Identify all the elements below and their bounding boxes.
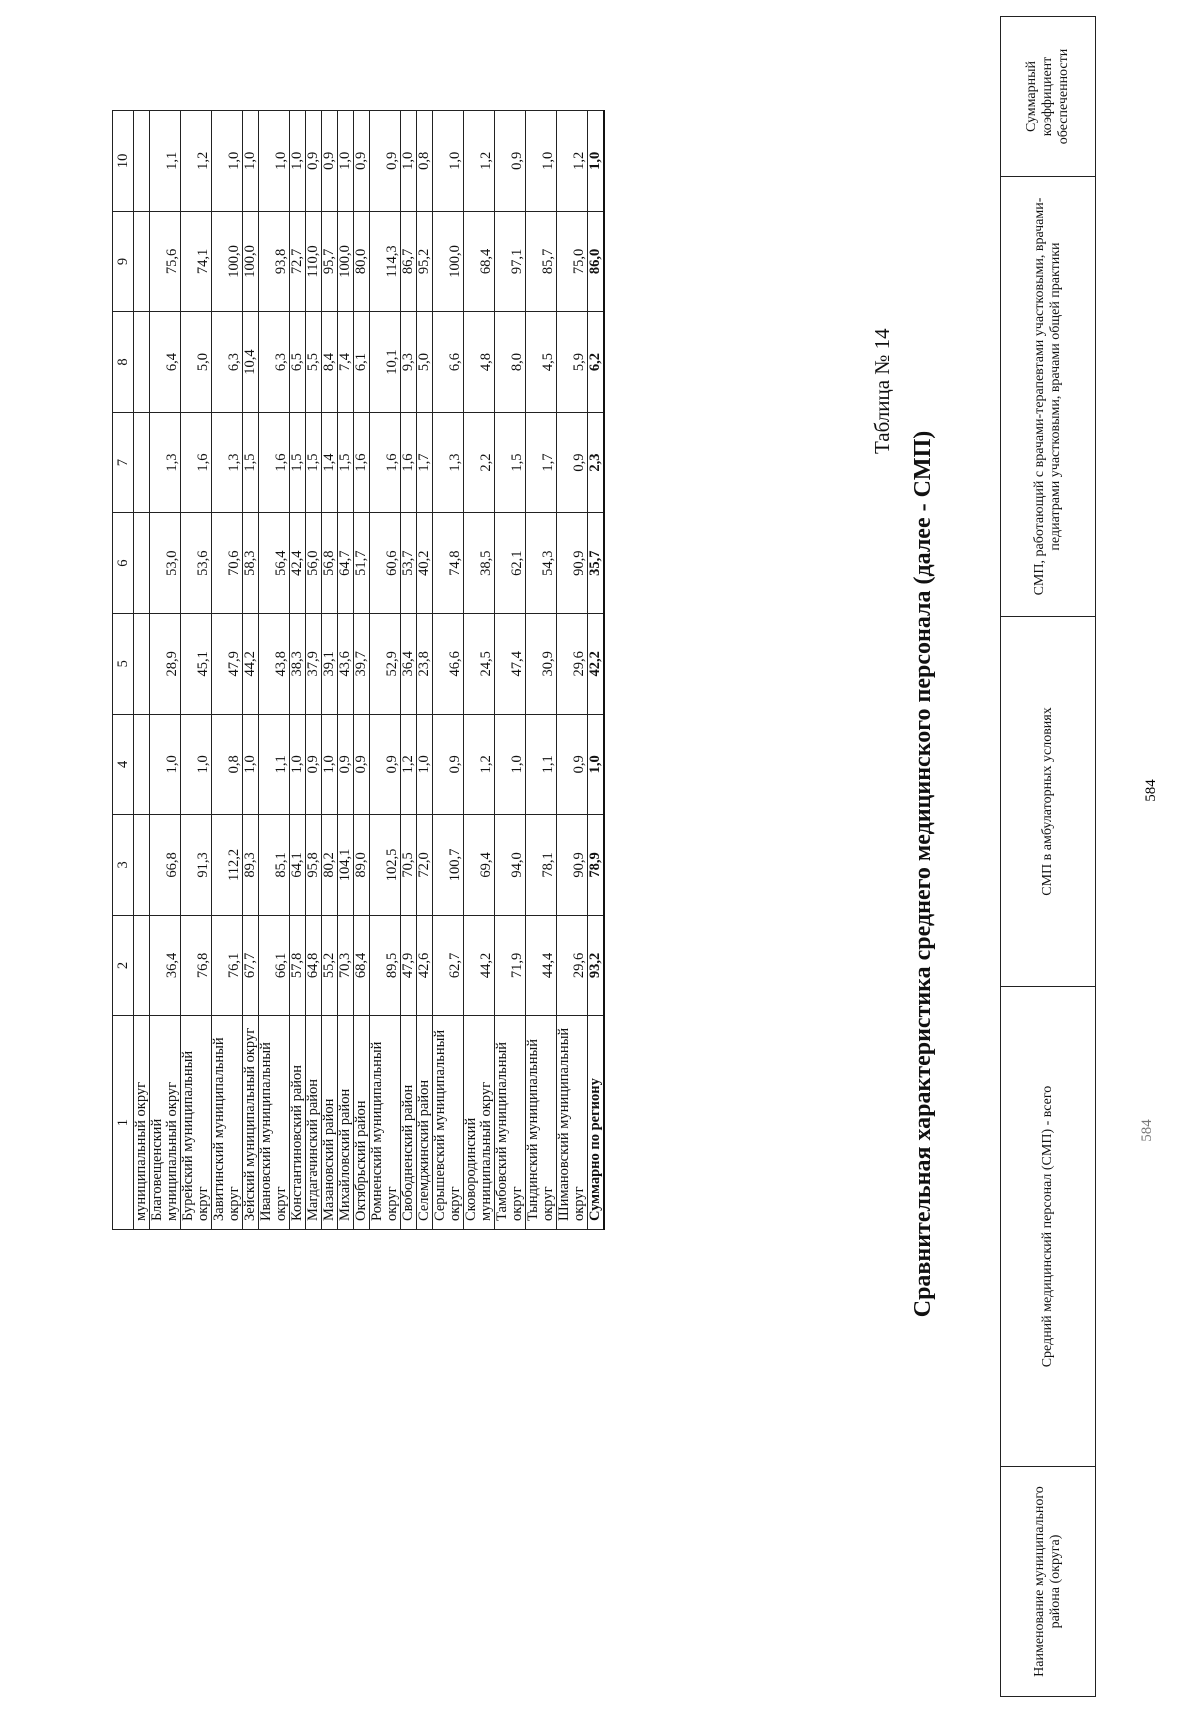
value-cell: 1,0	[212, 111, 243, 212]
value-cell: 9,3	[401, 312, 417, 413]
value-cell: 72,7	[290, 211, 306, 312]
value-cell: 43,6	[338, 613, 354, 714]
value-cell: 35,7	[588, 513, 605, 614]
value-cell: 0,9	[322, 111, 338, 212]
value-cell: 0,9	[433, 714, 464, 815]
value-cell: 0,9	[370, 111, 401, 212]
value-cell: 1,0	[259, 111, 290, 212]
value-cell: 1,2	[401, 714, 417, 815]
value-cell: 1,3	[433, 412, 464, 513]
table-number: Таблица № 14	[870, 328, 894, 454]
table-row	[322, 111, 338, 1230]
value-cell: 47,4	[495, 613, 526, 714]
next-table-column-header: СМП в амбулаторных условиях	[1001, 617, 1096, 987]
value-cell: 1,0	[290, 111, 306, 212]
value-cell: 1,0	[588, 714, 605, 815]
value-cell: 8,4	[322, 312, 338, 413]
page-number: 584	[1142, 779, 1159, 802]
empty-cell	[134, 513, 150, 614]
next-table-column-header: СМП, работающий с врачами-терапевтами участковыми, врачами-педиатрами участковыми, врачами общей практики	[1001, 177, 1096, 617]
value-cell: 1,5	[243, 412, 259, 513]
value-cell: 100,0	[212, 211, 243, 312]
value-cell: 89,5	[370, 915, 401, 1016]
value-cell: 1,6	[181, 412, 212, 513]
value-cell: 93,2	[588, 915, 605, 1016]
value-cell: 90,9	[557, 815, 588, 916]
value-cell: 0,9	[338, 714, 354, 815]
value-cell: 0,9	[495, 111, 526, 212]
value-cell: 0,9	[557, 412, 588, 513]
value-cell: 1,1	[526, 714, 557, 815]
district-name: Серышевский муниципальный округ	[433, 1016, 464, 1230]
column-number-header: 7	[113, 412, 134, 513]
empty-cell	[134, 111, 150, 212]
value-cell: 39,7	[354, 613, 370, 714]
table-title: Сравнительная характеристика среднего медицинского персонала (далее - СМП)	[910, 430, 936, 1318]
value-cell: 100,0	[243, 211, 259, 312]
value-cell: 95,8	[306, 815, 322, 916]
column-number-header: 2	[113, 915, 134, 1016]
column-number-header: 10	[113, 111, 134, 212]
value-cell: 2,2	[464, 412, 495, 513]
value-cell: 78,1	[526, 815, 557, 916]
value-cell: 71,9	[495, 915, 526, 1016]
main-table-body	[134, 111, 605, 1230]
value-cell: 1,0	[243, 111, 259, 212]
value-cell: 42,4	[290, 513, 306, 614]
column-number-header: 4	[113, 714, 134, 815]
value-cell: 53,0	[150, 513, 181, 614]
value-cell: 46,6	[433, 613, 464, 714]
next-table-header	[1000, 16, 1096, 1697]
district-name: Константиновский район	[290, 1016, 306, 1230]
district-name: Ромненский муниципальный округ	[370, 1016, 401, 1230]
value-cell: 110,0	[306, 211, 322, 312]
next-table-header-row	[1001, 17, 1096, 1697]
value-cell: 56,0	[306, 513, 322, 614]
empty-cell	[134, 915, 150, 1016]
value-cell: 5,9	[557, 312, 588, 413]
value-cell: 64,8	[306, 915, 322, 1016]
value-cell: 54,3	[526, 513, 557, 614]
value-cell: 1,7	[526, 412, 557, 513]
table-row	[526, 111, 557, 1230]
value-cell: 86,7	[401, 211, 417, 312]
value-cell: 53,6	[181, 513, 212, 614]
district-name: муниципальный округ	[134, 1016, 150, 1230]
value-cell: 38,5	[464, 513, 495, 614]
value-cell: 70,3	[338, 915, 354, 1016]
district-name: Михайловский район	[338, 1016, 354, 1230]
value-cell: 29,6	[557, 613, 588, 714]
value-cell: 39,1	[322, 613, 338, 714]
value-cell: 95,7	[322, 211, 338, 312]
value-cell: 51,7	[354, 513, 370, 614]
table-row	[354, 111, 370, 1230]
table-row	[338, 111, 354, 1230]
value-cell: 1,5	[290, 412, 306, 513]
table-row	[433, 111, 464, 1230]
value-cell: 1,2	[464, 111, 495, 212]
value-cell: 85,1	[259, 815, 290, 916]
value-cell: 1,0	[243, 714, 259, 815]
value-cell: 68,4	[464, 211, 495, 312]
column-number-header: 1	[113, 1016, 134, 1230]
value-cell: 75,6	[150, 211, 181, 312]
value-cell: 93,8	[259, 211, 290, 312]
value-cell: 6,2	[588, 312, 605, 413]
value-cell: 1,6	[401, 412, 417, 513]
empty-cell	[134, 613, 150, 714]
value-cell: 1,0	[526, 111, 557, 212]
value-cell: 100,0	[433, 211, 464, 312]
value-cell: 5,5	[306, 312, 322, 413]
district-name: Свободненский район	[401, 1016, 417, 1230]
empty-cell	[134, 815, 150, 916]
value-cell: 1,3	[150, 412, 181, 513]
district-name: Селемджинский район	[417, 1016, 433, 1230]
value-cell: 6,5	[290, 312, 306, 413]
value-cell: 44,2	[464, 915, 495, 1016]
table-row	[557, 111, 588, 1230]
value-cell: 85,7	[526, 211, 557, 312]
value-cell: 6,1	[354, 312, 370, 413]
value-cell: 89,0	[354, 815, 370, 916]
empty-cell	[134, 312, 150, 413]
value-cell: 69,4	[464, 815, 495, 916]
value-cell: 62,7	[433, 915, 464, 1016]
value-cell: 56,8	[322, 513, 338, 614]
value-cell: 1,0	[588, 111, 605, 212]
column-number-header: 9	[113, 211, 134, 312]
value-cell: 1,0	[433, 111, 464, 212]
next-table-column-header: Наименование муниципального района (округа)	[1001, 1467, 1096, 1697]
district-name: Завитинский муниципальный округ	[212, 1016, 243, 1230]
value-cell: 62,1	[495, 513, 526, 614]
value-cell: 89,3	[243, 815, 259, 916]
value-cell: 10,4	[243, 312, 259, 413]
value-cell: 80,0	[354, 211, 370, 312]
value-cell: 30,9	[526, 613, 557, 714]
district-name: Благовещенский муниципальный округ	[150, 1016, 181, 1230]
value-cell: 91,3	[181, 815, 212, 916]
value-cell: 38,3	[290, 613, 306, 714]
table-row	[243, 111, 259, 1230]
value-cell: 112,2	[212, 815, 243, 916]
district-name: Шимановский муниципальный округ	[557, 1016, 588, 1230]
value-cell: 1,0	[290, 714, 306, 815]
value-cell: 1,6	[259, 412, 290, 513]
value-cell: 55,2	[322, 915, 338, 1016]
column-number-header: 5	[113, 613, 134, 714]
value-cell: 0,9	[370, 714, 401, 815]
value-cell: 1,0	[322, 714, 338, 815]
value-cell: 1,5	[495, 412, 526, 513]
table-row	[495, 111, 526, 1230]
value-cell: 47,9	[212, 613, 243, 714]
value-cell: 0,8	[212, 714, 243, 815]
value-cell: 94,0	[495, 815, 526, 916]
value-cell: 44,4	[526, 915, 557, 1016]
table-row	[417, 111, 433, 1230]
value-cell: 1,0	[150, 714, 181, 815]
value-cell: 4,8	[464, 312, 495, 413]
value-cell: 56,4	[259, 513, 290, 614]
value-cell: 64,1	[290, 815, 306, 916]
district-name: Тындинский муниципальный округ	[526, 1016, 557, 1230]
value-cell: 104,1	[338, 815, 354, 916]
value-cell: 1,4	[322, 412, 338, 513]
total-label: Суммарно по региону	[588, 1016, 605, 1230]
table-row	[150, 111, 181, 1230]
value-cell: 76,8	[181, 915, 212, 1016]
value-cell: 97,1	[495, 211, 526, 312]
value-cell: 1,0	[417, 714, 433, 815]
value-cell: 8,0	[495, 312, 526, 413]
value-cell: 43,8	[259, 613, 290, 714]
value-cell: 60,6	[370, 513, 401, 614]
value-cell: 0,9	[557, 714, 588, 815]
value-cell: 6,4	[150, 312, 181, 413]
table-row	[259, 111, 290, 1230]
value-cell: 0,9	[354, 111, 370, 212]
value-cell: 86,0	[588, 211, 605, 312]
value-cell: 6,3	[212, 312, 243, 413]
value-cell: 58,3	[243, 513, 259, 614]
value-cell: 72,0	[417, 815, 433, 916]
value-cell: 100,0	[338, 211, 354, 312]
value-cell: 67,7	[243, 915, 259, 1016]
value-cell: 28,9	[150, 613, 181, 714]
value-cell: 1,6	[370, 412, 401, 513]
district-name: Магдагачинский район	[306, 1016, 322, 1230]
value-cell: 42,6	[417, 915, 433, 1016]
value-cell: 23,8	[417, 613, 433, 714]
table-row	[401, 111, 417, 1230]
value-cell: 0,8	[417, 111, 433, 212]
table-row	[290, 111, 306, 1230]
value-cell: 7,4	[338, 312, 354, 413]
column-number-header: 3	[113, 815, 134, 916]
value-cell: 64,7	[338, 513, 354, 614]
table-row-total	[588, 111, 605, 1230]
table-row-continued	[134, 111, 150, 1230]
value-cell: 0,9	[306, 714, 322, 815]
value-cell: 6,3	[259, 312, 290, 413]
value-cell: 75,0	[557, 211, 588, 312]
value-cell: 36,4	[401, 613, 417, 714]
value-cell: 40,2	[417, 513, 433, 614]
value-cell: 1,0	[181, 714, 212, 815]
value-cell: 1,0	[495, 714, 526, 815]
value-cell: 66,8	[150, 815, 181, 916]
column-number-header: 6	[113, 513, 134, 614]
value-cell: 5,0	[181, 312, 212, 413]
table-row	[306, 111, 322, 1230]
value-cell: 78,9	[588, 815, 605, 916]
value-cell: 95,2	[417, 211, 433, 312]
value-cell: 4,5	[526, 312, 557, 413]
value-cell: 114,3	[370, 211, 401, 312]
district-name: Бурейский муниципальный округ	[181, 1016, 212, 1230]
value-cell: 68,4	[354, 915, 370, 1016]
district-name: Сковородинский муниципальный округ	[464, 1016, 495, 1230]
value-cell: 74,1	[181, 211, 212, 312]
value-cell: 1,6	[354, 412, 370, 513]
value-cell: 80,2	[322, 815, 338, 916]
value-cell: 1,7	[417, 412, 433, 513]
value-cell: 1,0	[338, 111, 354, 212]
page-number-stamp: 584	[1138, 1119, 1155, 1142]
value-cell: 52,9	[370, 613, 401, 714]
value-cell: 44,2	[243, 613, 259, 714]
value-cell: 5,0	[417, 312, 433, 413]
table-row	[464, 111, 495, 1230]
table-row	[181, 111, 212, 1230]
value-cell: 102,5	[370, 815, 401, 916]
value-cell: 42,2	[588, 613, 605, 714]
value-cell: 0,9	[354, 714, 370, 815]
next-table-column-header: Суммарный коэффициент обеспеченности	[1001, 17, 1096, 177]
value-cell: 90,9	[557, 513, 588, 614]
empty-cell	[134, 412, 150, 513]
value-cell: 1,2	[181, 111, 212, 212]
value-cell: 1,0	[401, 111, 417, 212]
district-name: Тамбовский муниципальный округ	[495, 1016, 526, 1230]
district-name: Ивановский муниципальный округ	[259, 1016, 290, 1230]
value-cell: 45,1	[181, 613, 212, 714]
value-cell: 74,8	[433, 513, 464, 614]
column-number-row	[113, 111, 134, 1230]
value-cell: 1,2	[464, 714, 495, 815]
district-name: Октябрьский район	[354, 1016, 370, 1230]
next-table-column-header: Средний медицинский персонал (СМП) - всего	[1001, 987, 1096, 1467]
value-cell: 70,6	[212, 513, 243, 614]
value-cell: 57,8	[290, 915, 306, 1016]
value-cell: 1,3	[212, 412, 243, 513]
value-cell: 100,7	[433, 815, 464, 916]
empty-cell	[134, 211, 150, 312]
value-cell: 10,1	[370, 312, 401, 413]
value-cell: 47,9	[401, 915, 417, 1016]
value-cell: 70,5	[401, 815, 417, 916]
value-cell: 37,9	[306, 613, 322, 714]
value-cell: 24,5	[464, 613, 495, 714]
value-cell: 1,1	[150, 111, 181, 212]
empty-cell	[134, 714, 150, 815]
column-number-header: 8	[113, 312, 134, 413]
value-cell: 53,7	[401, 513, 417, 614]
value-cell: 29,6	[557, 915, 588, 1016]
value-cell: 1,5	[338, 412, 354, 513]
district-name: Зейский муниципальный округ	[243, 1016, 259, 1230]
value-cell: 0,9	[306, 111, 322, 212]
district-name: Мазановский район	[322, 1016, 338, 1230]
table-row	[212, 111, 243, 1230]
table-row	[370, 111, 401, 1230]
value-cell: 6,6	[433, 312, 464, 413]
value-cell: 36,4	[150, 915, 181, 1016]
main-table	[112, 110, 605, 1230]
value-cell: 66,1	[259, 915, 290, 1016]
value-cell: 1,5	[306, 412, 322, 513]
value-cell: 2,3	[588, 412, 605, 513]
value-cell: 1,2	[557, 111, 588, 212]
value-cell: 1,1	[259, 714, 290, 815]
value-cell: 76,1	[212, 915, 243, 1016]
